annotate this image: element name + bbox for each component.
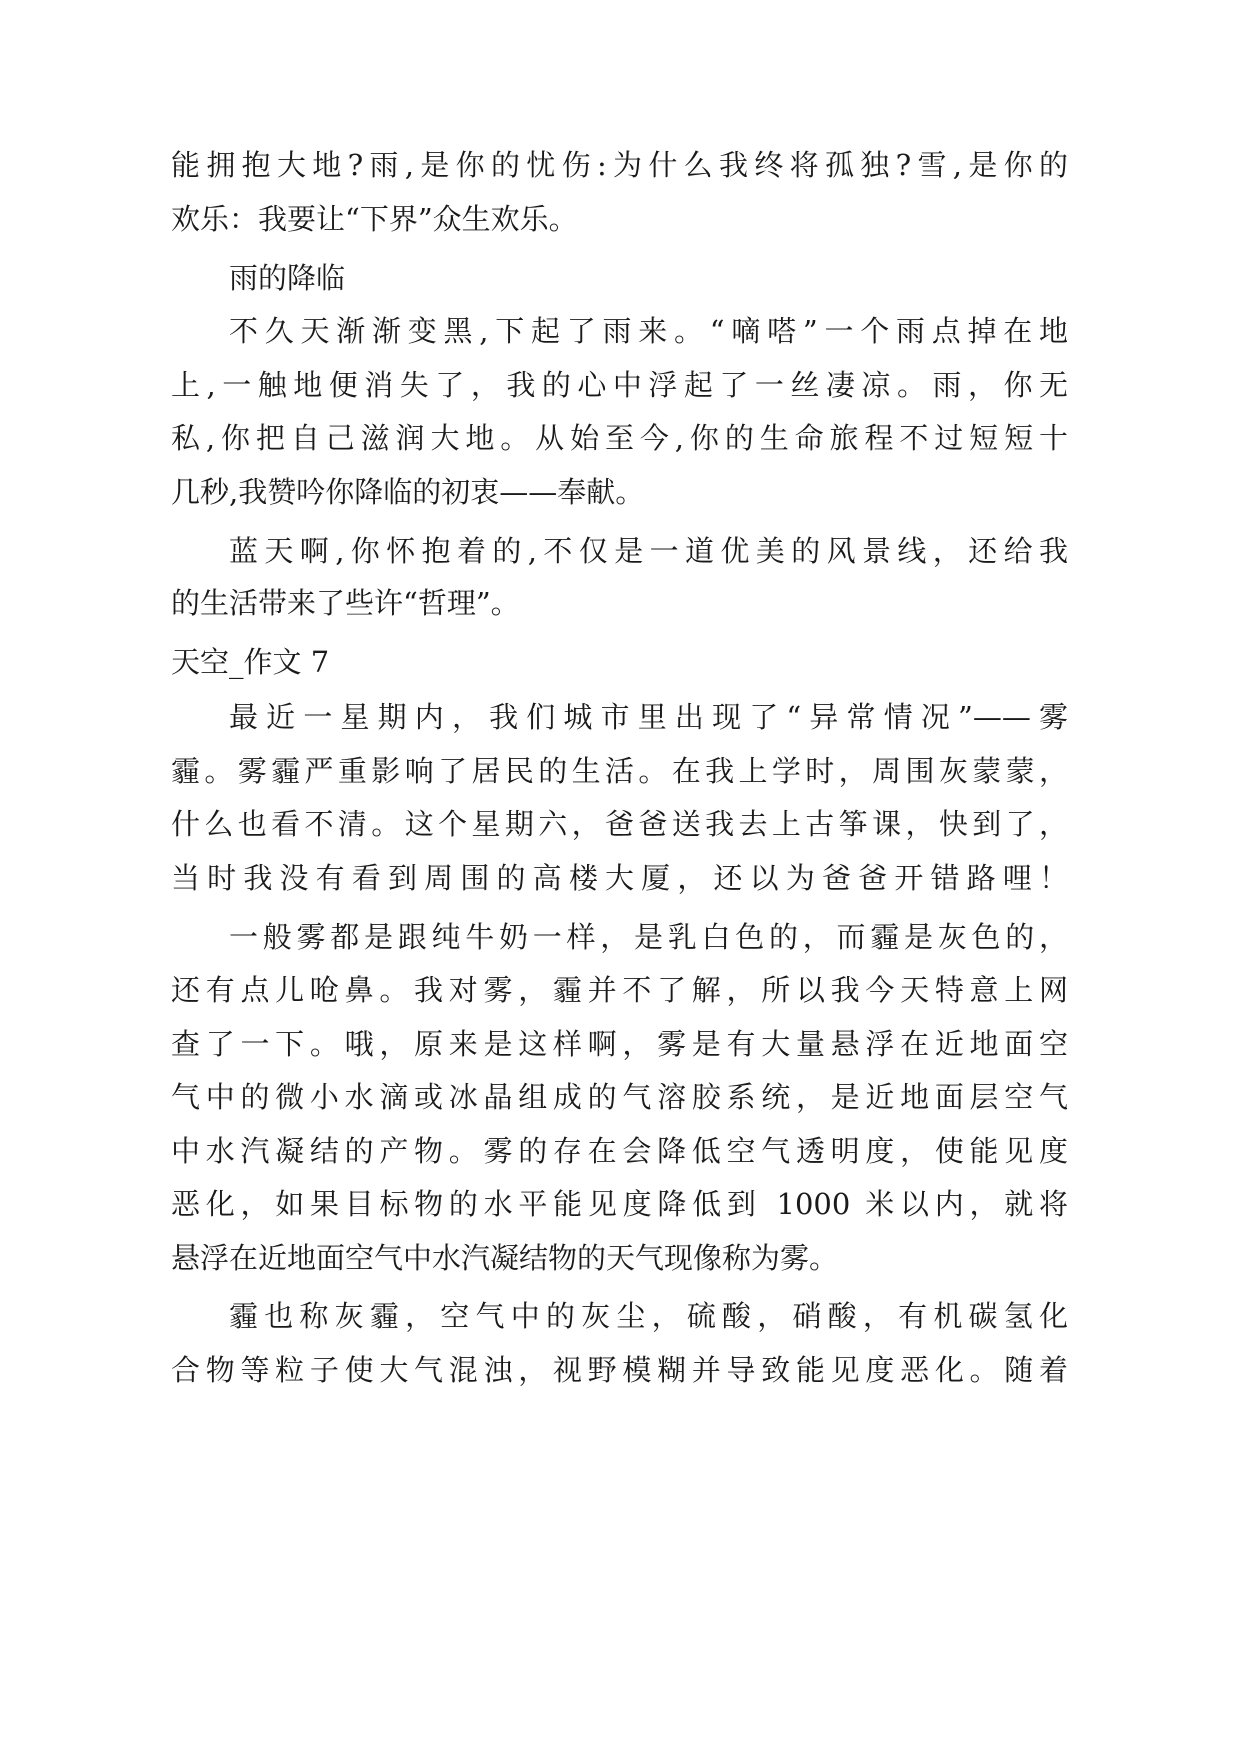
text-line: 什么也看不清。这个星期六，爸爸送我去上古筝课，快到了，: [171, 807, 1068, 841]
text-line: 查了一下。哦，原来是这样啊，雾是有大量悬浮在近地面空: [171, 1027, 1068, 1061]
text-line: 悬浮在近地面空气中水汽凝结物的天气现像称为雾。: [171, 1241, 839, 1275]
section-heading: 天空_作文 7: [171, 645, 330, 679]
text-line: 私,你把自己滋润大地。从始至今,你的生命旅程不过短短十: [171, 421, 1068, 455]
text-line: 上,一触地便消失了，我的心中浮起了一丝凄凉。雨，你无: [171, 368, 1068, 402]
text-line: 几秒,我赞吟你降临的初衷——奉献。: [171, 475, 645, 509]
subheading: 雨的降临: [229, 261, 346, 295]
text-line: 霾也称灰霾，空气中的灰尘，硫酸，硝酸，有机碳氢化: [229, 1299, 1068, 1333]
text-line: 最近一星期内，我们城市里出现了“异常情况”——雾: [229, 700, 1068, 734]
text-line: 霾。雾霾严重影响了居民的生活。在我上学时，周围灰蒙蒙，: [171, 754, 1068, 788]
text-line: 恶化，如果目标物的水平能见度降低到 1000 米以内，就将: [171, 1187, 1068, 1221]
text-line: 的生活带来了些许“哲理”。: [171, 586, 520, 620]
text-line: 蓝天啊,你怀抱着的,不仅是一道优美的风景线，还给我: [229, 534, 1068, 568]
text-line: 一般雾都是跟纯牛奶一样，是乳白色的，而霾是灰色的，: [229, 920, 1068, 954]
text-line: 中水汽凝结的产物。雾的存在会降低空气透明度，使能见度: [171, 1134, 1068, 1168]
text-line: 欢乐：我要让“下界”众生欢乐。: [171, 202, 578, 236]
text-line: 能拥抱大地?雨,是你的忧伤:为什么我终将孤独?雪,是你的: [171, 148, 1068, 182]
text-line: 合物等粒子使大气混浊，视野模糊并导致能见度恶化。随着: [171, 1353, 1068, 1387]
text-line: 当时我没有看到周围的高楼大厦，还以为爸爸开错路哩！: [171, 861, 1068, 895]
text-line: 不久天渐渐变黑,下起了雨来。“嘀嗒”一个雨点掉在地: [229, 314, 1068, 348]
text-line: 气中的微小水滴或冰晶组成的气溶胶系统，是近地面层空气: [171, 1080, 1068, 1114]
text-line: 还有点儿呛鼻。我对雾，霾并不了解，所以我今天特意上网: [171, 973, 1068, 1007]
